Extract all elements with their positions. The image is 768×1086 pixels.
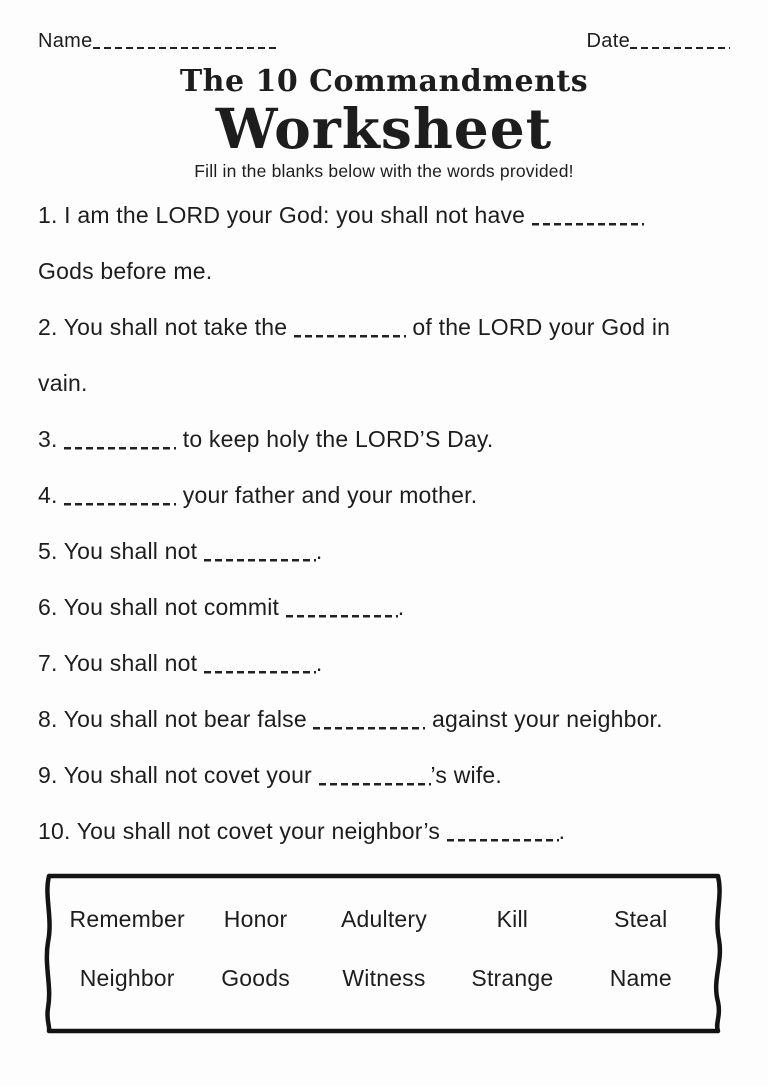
fill-in-blank bbox=[294, 326, 406, 338]
name-field-group bbox=[38, 30, 276, 53]
fill-in-blank bbox=[319, 774, 431, 786]
word-bank-word: Strange bbox=[471, 965, 554, 992]
commandment-item: 5. You shall not . bbox=[38, 537, 323, 564]
fill-in-blank bbox=[532, 214, 644, 226]
date-write-line bbox=[630, 37, 730, 49]
word-bank-word: Goods bbox=[221, 965, 290, 992]
fill-in-blank bbox=[204, 550, 316, 562]
header-row bbox=[38, 30, 730, 53]
commandment-item: 10. You shall not covet your neighbor’s . bbox=[38, 817, 566, 844]
word-bank-word: Honor bbox=[223, 905, 288, 932]
commandment-item: 9. You shall not covet your ’s wife. bbox=[38, 761, 502, 788]
fill-in-blank bbox=[313, 718, 425, 730]
page-title-top: The 10 Commandments bbox=[179, 64, 589, 99]
commandment-item: 7. You shall not . bbox=[38, 649, 323, 676]
commandment-item: 6. You shall not commit . bbox=[38, 593, 405, 620]
date-field-group bbox=[587, 30, 730, 53]
word-bank-word: Remember bbox=[69, 905, 185, 932]
word-bank-grid bbox=[63, 890, 705, 1009]
word-bank-word: Name bbox=[609, 965, 672, 992]
instructions-text: Fill in the blanks below with the words provided! bbox=[194, 161, 574, 181]
date-label: Date bbox=[586, 30, 630, 52]
word-bank-word: Kill bbox=[496, 905, 529, 932]
name-write-line bbox=[93, 37, 276, 49]
fill-in-blank bbox=[447, 830, 559, 842]
word-bank-word: Neighbor bbox=[79, 965, 175, 992]
fill-in-blank bbox=[64, 494, 176, 506]
fill-in-blank bbox=[64, 438, 176, 450]
word-bank-word: Witness bbox=[342, 965, 426, 992]
fill-in-blank bbox=[286, 606, 398, 618]
commandment-item: 2. You shall not take the of the LORD your God in vain. bbox=[38, 313, 671, 396]
title-block bbox=[38, 64, 730, 181]
commandment-item: 8. You shall not bear false against your neighbor. bbox=[38, 705, 663, 732]
commandment-item: 3. to keep holy the LORD’S Day. bbox=[38, 425, 494, 452]
word-bank-word: Adultery bbox=[341, 905, 427, 932]
commandment-item: 4. your father and your mother. bbox=[38, 481, 478, 508]
name-label: Name bbox=[38, 30, 93, 52]
fill-in-blank bbox=[204, 662, 316, 674]
page-title-main: Worksheet bbox=[215, 96, 553, 161]
commandments-list bbox=[38, 187, 730, 859]
word-bank-box bbox=[39, 870, 729, 1037]
commandment-item: 1. I am the LORD your God: you shall not have Gods before me. bbox=[38, 187, 730, 299]
word-bank-word: Steal bbox=[614, 905, 668, 932]
